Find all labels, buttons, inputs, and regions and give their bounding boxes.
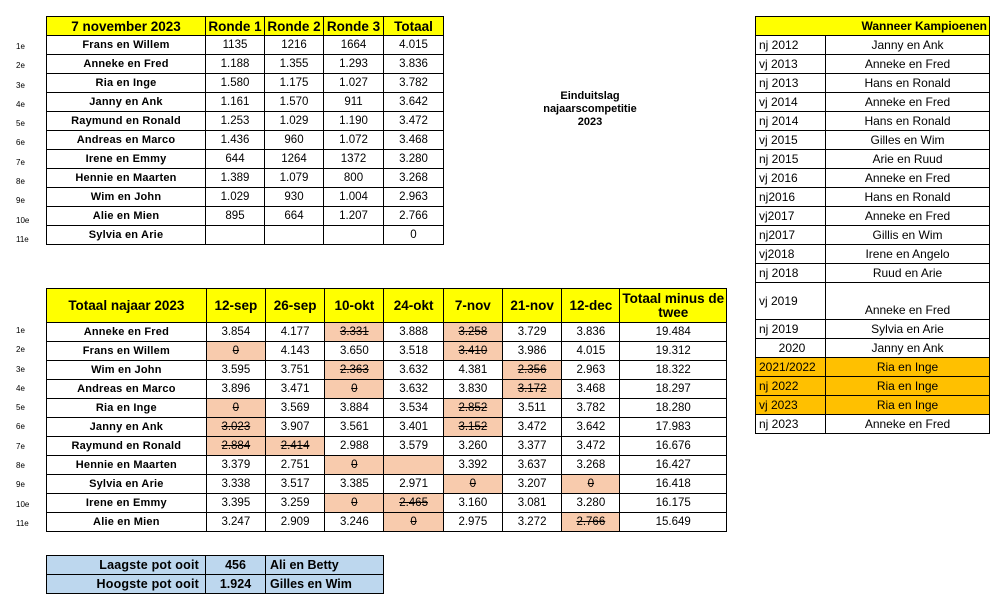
- score-r1: 895: [206, 207, 265, 226]
- score-cell: 3.207: [502, 475, 561, 494]
- score-r1: 1.161: [206, 93, 265, 112]
- score-r1: 1.436: [206, 131, 265, 150]
- table-row: [47, 437, 727, 456]
- season-label: vj 2014: [756, 93, 826, 112]
- score-total: 2.963: [384, 188, 444, 207]
- score-cell: 3.395: [206, 494, 265, 513]
- score-r2: 930: [265, 188, 324, 207]
- rank-label: 1e: [16, 42, 25, 51]
- dropped-score: 3.331: [325, 323, 384, 342]
- score-r2: 1.079: [265, 169, 324, 188]
- score-r2: 960: [265, 131, 324, 150]
- season-label: vj 2023: [756, 396, 826, 415]
- score-cell: 3.751: [265, 361, 324, 380]
- team-name: Frans en Willem: [47, 36, 206, 55]
- champion-team: Ria en Inge: [826, 358, 990, 377]
- dropped-score: 2.884: [206, 437, 265, 456]
- score-cell: 3.272: [502, 513, 561, 532]
- dropped-score: 2.414: [265, 437, 324, 456]
- table-row: [47, 361, 727, 380]
- rank-column-season: [16, 321, 29, 533]
- team-name: Wim en John: [47, 188, 206, 207]
- score-cell: 3.338: [206, 475, 265, 494]
- score-cell: 3.579: [384, 437, 443, 456]
- score-r2: 1.570: [265, 93, 324, 112]
- team-name: Hennie en Maarten: [47, 456, 207, 475]
- score-cell: 3.379: [206, 456, 265, 475]
- score-r1: 1.389: [206, 169, 265, 188]
- rank-label: 6e: [16, 138, 25, 148]
- record-value: 1.924: [206, 575, 266, 594]
- team-name: Irene en Emmy: [47, 150, 206, 169]
- score-r2: 664: [265, 207, 324, 226]
- score-cell: 3.836: [562, 323, 620, 342]
- score-cell: 4.177: [265, 323, 324, 342]
- score-total: 0: [384, 226, 444, 245]
- champion-team: Ria en Inge: [826, 377, 990, 396]
- champion-row: [756, 226, 990, 245]
- score-cell: 3.569: [265, 399, 324, 418]
- score-r3: 1.027: [324, 74, 384, 93]
- dropped-score: 3.023: [206, 418, 265, 437]
- dropped-score: 3.258: [443, 323, 502, 342]
- score-cell: 2.988: [325, 437, 384, 456]
- season-total: 16.427: [620, 456, 727, 475]
- season-label: nj2016: [756, 188, 826, 207]
- season-total: 18.280: [620, 399, 727, 418]
- score-cell: 4.015: [562, 342, 620, 361]
- score-cell: 3.637: [502, 456, 561, 475]
- score-cell: 3.907: [265, 418, 324, 437]
- event-results-table: [46, 16, 444, 245]
- champions-header: [756, 17, 990, 36]
- score-cell: 2.971: [384, 475, 443, 494]
- score-r1: [206, 226, 265, 245]
- score-r3: 1.293: [324, 55, 384, 74]
- score-r1: 644: [206, 150, 265, 169]
- champion-team: Anneke en Fred: [826, 55, 990, 74]
- season-label: nj 2018: [756, 264, 826, 283]
- champion-team: Anneke en Fred: [826, 207, 990, 226]
- champions-table: [755, 16, 990, 434]
- champion-team: Anneke en Fred: [826, 415, 990, 434]
- table-row: [47, 513, 727, 532]
- team-name: Frans en Willem: [47, 342, 207, 361]
- record-row: [47, 575, 384, 594]
- score-cell: 3.782: [562, 399, 620, 418]
- record-team: Ali en Betty: [266, 556, 384, 575]
- score-cell: 3.534: [384, 399, 443, 418]
- score-cell: 4.381: [443, 361, 502, 380]
- season-label: nj2017: [756, 226, 826, 245]
- table-row: [47, 112, 444, 131]
- rank-label: 4e: [16, 99, 25, 109]
- rank-label: 8e: [16, 177, 25, 187]
- rank-label: 11e: [16, 234, 29, 244]
- event-table-header: [47, 17, 444, 36]
- score-cell: 3.561: [325, 418, 384, 437]
- champion-row: [756, 377, 990, 396]
- score-r2: 1264: [265, 150, 324, 169]
- table-row: [47, 342, 727, 361]
- rank-label: 4e: [16, 383, 25, 393]
- rank-label: 9e: [16, 480, 25, 490]
- score-r1: 1.029: [206, 188, 265, 207]
- round-2-header: Ronde 2: [265, 17, 324, 36]
- champion-row: [756, 339, 990, 358]
- champion-team: Hans en Ronald: [826, 188, 990, 207]
- season-label: nj 2023: [756, 415, 826, 434]
- season-label: vj 2016: [756, 169, 826, 188]
- season-title-header: Totaal najaar 2023: [47, 289, 207, 323]
- table-row: [47, 207, 444, 226]
- date-header-12-sep: 12-sep: [206, 289, 265, 323]
- score-total: 3.280: [384, 150, 444, 169]
- champion-team: Gillis en Wim: [826, 226, 990, 245]
- round-3-header: Ronde 3: [324, 17, 384, 36]
- score-cell: 3.081: [502, 494, 561, 513]
- season-label: nj 2019: [756, 320, 826, 339]
- champion-team: Anneke en Fred: [826, 169, 990, 188]
- score-cell: 2.909: [265, 513, 324, 532]
- score-r1: 1.580: [206, 74, 265, 93]
- date-header-7-nov: 7-nov: [443, 289, 502, 323]
- round-1-header: Ronde 1: [206, 17, 265, 36]
- score-cell: 3.160: [443, 494, 502, 513]
- table-row: [47, 188, 444, 207]
- season-label: nj 2013: [756, 74, 826, 93]
- champion-team: Anneke en Fred: [826, 283, 990, 320]
- rank-label: 7e: [16, 441, 25, 451]
- total-header: Totaal: [384, 17, 444, 36]
- score-cell: 3.472: [502, 418, 561, 437]
- season-total: 19.312: [620, 342, 727, 361]
- rank-label: 1e: [16, 326, 25, 335]
- table-row: [47, 418, 727, 437]
- score-r3: 1.004: [324, 188, 384, 207]
- team-name: Anneke en Fred: [47, 55, 206, 74]
- score-cell: 3.518: [384, 342, 443, 361]
- champion-team: Hans en Ronald: [826, 112, 990, 131]
- dropped-score: 0: [562, 475, 620, 494]
- team-name: Alie en Mien: [47, 207, 206, 226]
- score-cell: 3.280: [562, 494, 620, 513]
- rank-column-event: [16, 37, 29, 249]
- score-cell: 3.888: [384, 323, 443, 342]
- score-cell: 3.884: [325, 399, 384, 418]
- table-row: [47, 150, 444, 169]
- rank-label: 5e: [16, 119, 25, 129]
- team-name: Andreas en Marco: [47, 131, 206, 150]
- score-cell: 3.632: [384, 380, 443, 399]
- dropped-score: 3.152: [443, 418, 502, 437]
- dropped-score: 0: [443, 475, 502, 494]
- team-name: Sylvia en Arie: [47, 226, 206, 245]
- champion-row: [756, 283, 990, 320]
- rank-label: 3e: [16, 80, 25, 90]
- score-cell: 3.517: [265, 475, 324, 494]
- champions-title: Wanneer Kampioenen: [756, 17, 990, 36]
- season-label: vj 2013: [756, 55, 826, 74]
- event-date-header: 7 november 2023: [47, 17, 206, 36]
- season-total: 18.322: [620, 361, 727, 380]
- season-label: vj 2019: [756, 283, 826, 320]
- table-row: [47, 380, 727, 399]
- dropped-score: 2.465: [384, 494, 443, 513]
- record-label: Laagste pot ooit: [47, 556, 206, 575]
- champion-row: [756, 320, 990, 339]
- team-name: Janny en Ank: [47, 93, 206, 112]
- score-cell: 3.986: [502, 342, 561, 361]
- score-cell: 2.963: [562, 361, 620, 380]
- season-label: nj 2022: [756, 377, 826, 396]
- team-name: Hennie en Maarten: [47, 169, 206, 188]
- title-line-1: Einduitslag: [560, 90, 620, 102]
- champion-row: [756, 112, 990, 131]
- champion-team: Janny en Ank: [826, 36, 990, 55]
- dropped-score: [384, 456, 443, 475]
- season-totals-table: [46, 288, 727, 532]
- table-row: [47, 456, 727, 475]
- title-line-3: 2023: [577, 116, 603, 128]
- rank-label: 7e: [16, 157, 25, 167]
- score-r2: 1216: [265, 36, 324, 55]
- team-name: Alie en Mien: [47, 513, 207, 532]
- score-r3: 800: [324, 169, 384, 188]
- table-row: [47, 494, 727, 513]
- score-total: 2.766: [384, 207, 444, 226]
- score-total: 3.472: [384, 112, 444, 131]
- score-r2: 1.355: [265, 55, 324, 74]
- champion-row: [756, 415, 990, 434]
- rank-label: 10e: [16, 215, 30, 225]
- rank-label: 6e: [16, 422, 25, 432]
- dropped-score: 0: [325, 456, 384, 475]
- rank-label: 11e: [16, 518, 29, 528]
- date-header-12-dec: 12-dec: [562, 289, 620, 323]
- champion-team: Hans en Ronald: [826, 74, 990, 93]
- score-cell: 3.729: [502, 323, 561, 342]
- team-name: Wim en John: [47, 361, 207, 380]
- champion-team: Janny en Ank: [826, 339, 990, 358]
- champion-row: [756, 358, 990, 377]
- score-cell: 2.751: [265, 456, 324, 475]
- score-cell: 3.392: [443, 456, 502, 475]
- champion-team: Gilles en Wim: [826, 131, 990, 150]
- champion-team: Anneke en Fred: [826, 93, 990, 112]
- table-row: [47, 323, 727, 342]
- dropped-score: 0: [325, 380, 384, 399]
- champion-row: [756, 169, 990, 188]
- champion-row: [756, 264, 990, 283]
- season-label: nj 2015: [756, 150, 826, 169]
- dropped-score: 2.363: [325, 361, 384, 380]
- table-row: [47, 475, 727, 494]
- score-cell: 3.268: [562, 456, 620, 475]
- score-cell: 3.468: [562, 380, 620, 399]
- records-table: [46, 555, 384, 594]
- score-cell: 3.246: [325, 513, 384, 532]
- team-name: Irene en Emmy: [47, 494, 207, 513]
- champion-row: [756, 396, 990, 415]
- score-total: 3.468: [384, 131, 444, 150]
- score-total: 3.836: [384, 55, 444, 74]
- dropped-score: 2.766: [562, 513, 620, 532]
- score-cell: 3.260: [443, 437, 502, 456]
- team-name: Raymund en Ronald: [47, 437, 207, 456]
- total-minus-two-header: Totaal minus de twee: [620, 289, 727, 323]
- rank-label: 9e: [16, 196, 25, 206]
- champion-row: [756, 55, 990, 74]
- final-standings-title: [530, 90, 650, 129]
- champion-team: Arie en Ruud: [826, 150, 990, 169]
- score-total: 3.642: [384, 93, 444, 112]
- season-label: 2020: [756, 339, 826, 358]
- dropped-score: 0: [384, 513, 443, 532]
- record-label: Hoogste pot ooit: [47, 575, 206, 594]
- score-cell: 3.511: [502, 399, 561, 418]
- score-cell: 3.632: [384, 361, 443, 380]
- season-label: vj2018: [756, 245, 826, 264]
- rank-label: 10e: [16, 499, 30, 509]
- champion-team: Sylvia en Arie: [826, 320, 990, 339]
- season-total: 16.175: [620, 494, 727, 513]
- score-cell: 4.143: [265, 342, 324, 361]
- rank-label: 3e: [16, 364, 25, 374]
- dropped-score: 2.356: [502, 361, 561, 380]
- score-cell: 2.975: [443, 513, 502, 532]
- score-r3: [324, 226, 384, 245]
- champion-row: [756, 131, 990, 150]
- season-table-header: [47, 289, 727, 323]
- dropped-score: 3.410: [443, 342, 502, 361]
- table-row: [47, 93, 444, 112]
- season-total: 19.484: [620, 323, 727, 342]
- table-row: [47, 36, 444, 55]
- score-cell: 3.472: [562, 437, 620, 456]
- score-r3: 1372: [324, 150, 384, 169]
- table-row: [47, 74, 444, 93]
- season-label: vj2017: [756, 207, 826, 226]
- rank-label: 5e: [16, 403, 25, 413]
- table-row: [47, 55, 444, 74]
- champion-team: Irene en Angelo: [826, 245, 990, 264]
- score-total: 3.782: [384, 74, 444, 93]
- score-cell: 3.595: [206, 361, 265, 380]
- team-name: Raymund en Ronald: [47, 112, 206, 131]
- score-cell: 3.650: [325, 342, 384, 361]
- date-header-26-sep: 26-sep: [265, 289, 324, 323]
- dropped-score: 0: [325, 494, 384, 513]
- season-label: 2021/2022: [756, 358, 826, 377]
- table-row: [47, 399, 727, 418]
- score-cell: 3.854: [206, 323, 265, 342]
- rank-label: 8e: [16, 461, 25, 471]
- score-r3: 1664: [324, 36, 384, 55]
- champion-row: [756, 150, 990, 169]
- champion-team: Ria en Inge: [826, 396, 990, 415]
- team-name: Sylvia en Arie: [47, 475, 207, 494]
- season-total: 18.297: [620, 380, 727, 399]
- season-label: nj 2012: [756, 36, 826, 55]
- score-r1: 1.188: [206, 55, 265, 74]
- score-cell: 3.385: [325, 475, 384, 494]
- title-line-2: najaarscompetitie: [543, 103, 637, 115]
- date-header-21-nov: 21-nov: [502, 289, 561, 323]
- record-value: 456: [206, 556, 266, 575]
- season-label: vj 2015: [756, 131, 826, 150]
- score-cell: 3.247: [206, 513, 265, 532]
- team-name: Ria en Inge: [47, 74, 206, 93]
- score-r1: 1.253: [206, 112, 265, 131]
- score-cell: 3.830: [443, 380, 502, 399]
- rank-label: 2e: [16, 345, 25, 355]
- season-total: 16.676: [620, 437, 727, 456]
- team-name: Andreas en Marco: [47, 380, 207, 399]
- score-r3: 1.190: [324, 112, 384, 131]
- score-r2: 1.029: [265, 112, 324, 131]
- champion-team: Ruud en Arie: [826, 264, 990, 283]
- score-r3: 1.072: [324, 131, 384, 150]
- table-row: [47, 131, 444, 150]
- dropped-score: 0: [206, 399, 265, 418]
- dropped-score: 3.172: [502, 380, 561, 399]
- team-name: Janny en Ank: [47, 418, 207, 437]
- score-total: 3.268: [384, 169, 444, 188]
- champion-row: [756, 93, 990, 112]
- season-total: 17.983: [620, 418, 727, 437]
- score-cell: 3.377: [502, 437, 561, 456]
- score-cell: 3.259: [265, 494, 324, 513]
- champion-row: [756, 245, 990, 264]
- score-r3: 911: [324, 93, 384, 112]
- record-team: Gilles en Wim: [266, 575, 384, 594]
- score-cell: 3.642: [562, 418, 620, 437]
- score-r1: 1135: [206, 36, 265, 55]
- score-total: 4.015: [384, 36, 444, 55]
- champion-row: [756, 207, 990, 226]
- score-r2: [265, 226, 324, 245]
- season-total: 16.418: [620, 475, 727, 494]
- season-label: nj 2014: [756, 112, 826, 131]
- score-cell: 3.401: [384, 418, 443, 437]
- team-name: Ria en Inge: [47, 399, 207, 418]
- table-row: [47, 169, 444, 188]
- score-cell: 3.896: [206, 380, 265, 399]
- score-cell: 3.471: [265, 380, 324, 399]
- score-r3: 1.207: [324, 207, 384, 226]
- dropped-score: 2.852: [443, 399, 502, 418]
- champion-row: [756, 36, 990, 55]
- season-total: 15.649: [620, 513, 727, 532]
- dropped-score: 0: [206, 342, 265, 361]
- record-row: [47, 556, 384, 575]
- champion-row: [756, 74, 990, 93]
- team-name: Anneke en Fred: [47, 323, 207, 342]
- rank-label: 2e: [16, 61, 25, 71]
- date-header-24-okt: 24-okt: [384, 289, 443, 323]
- date-header-10-okt: 10-okt: [325, 289, 384, 323]
- champion-row: [756, 188, 990, 207]
- score-r2: 1.175: [265, 74, 324, 93]
- table-row: [47, 226, 444, 245]
